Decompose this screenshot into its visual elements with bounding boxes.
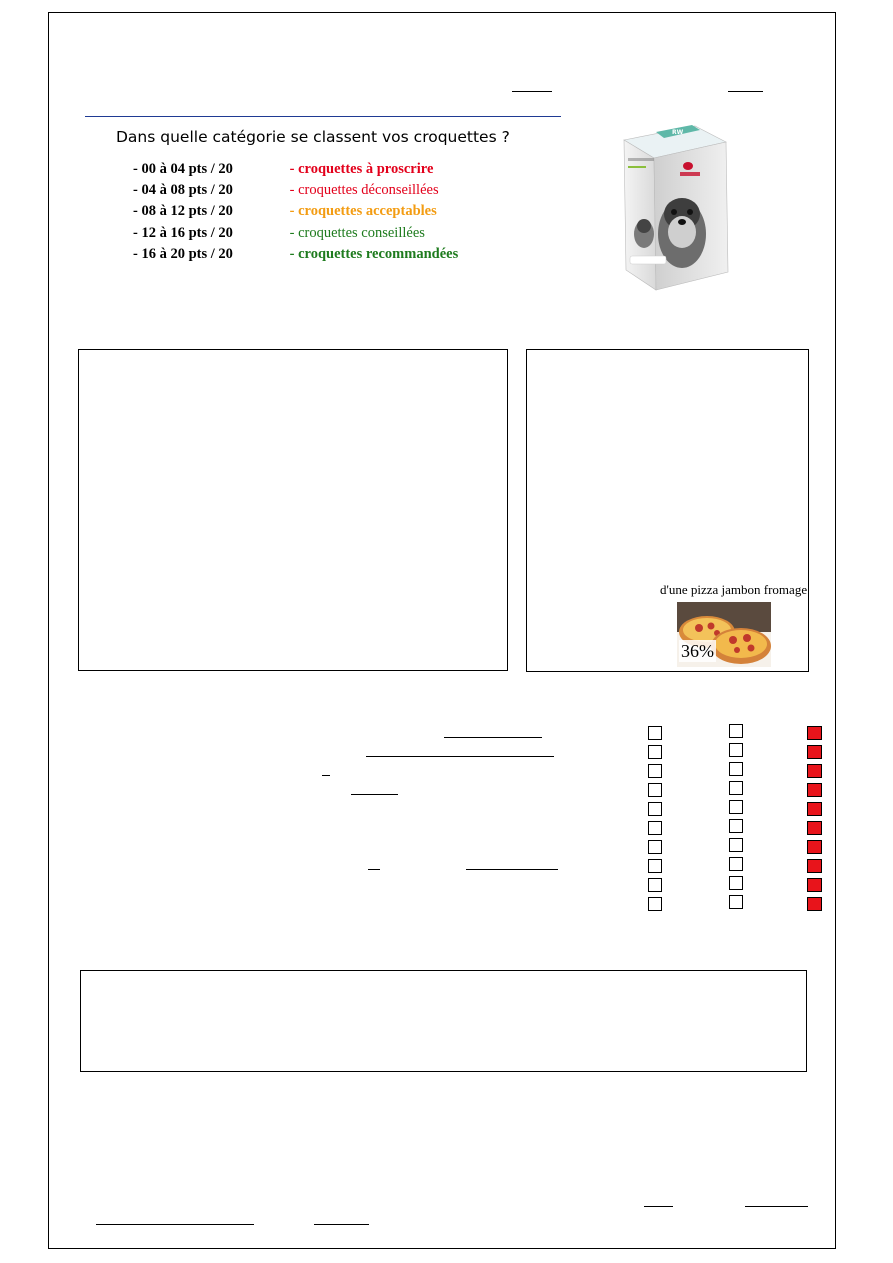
svg-text:RW: RW (672, 129, 684, 136)
category-range: - 04 à 08 pts / 20 (133, 182, 233, 199)
checkbox[interactable] (648, 821, 662, 835)
checkbox[interactable] (729, 895, 743, 909)
checkbox[interactable] (729, 876, 743, 890)
pizza-caption: d'une pizza jambon fromage (660, 582, 808, 597)
checkbox-checked[interactable] (807, 745, 822, 759)
checkbox-checked[interactable] (807, 840, 822, 854)
header-underline-1 (512, 91, 552, 92)
bottom-text-panel (80, 970, 807, 1072)
checkbox[interactable] (729, 800, 743, 814)
category-range: - 16 à 20 pts / 20 (133, 245, 233, 262)
category-question: Dans quelle catégorie se classent vos croquettes ? (116, 128, 510, 146)
checkbox[interactable] (648, 726, 662, 740)
checkbox-checked[interactable] (807, 726, 822, 740)
checkbox-checked[interactable] (807, 764, 822, 778)
footer-underline (314, 1224, 369, 1225)
category-range: - 12 à 16 pts / 20 (133, 224, 233, 241)
answer-underline (368, 869, 380, 870)
checkbox-checked[interactable] (807, 878, 822, 892)
pizza-percent: 36% (681, 641, 714, 661)
category-label: - croquettes conseillées (289, 224, 425, 241)
checkbox[interactable] (729, 781, 743, 795)
checkbox[interactable] (648, 764, 662, 778)
checkbox[interactable] (648, 802, 662, 816)
category-row (133, 203, 458, 224)
category-label: - croquettes recommandées (289, 245, 459, 262)
checkbox-checked[interactable] (807, 859, 822, 873)
checkbox-checked[interactable] (807, 897, 822, 911)
category-list (133, 161, 458, 267)
left-text-panel (78, 349, 508, 671)
checkbox-checked[interactable] (807, 802, 822, 816)
category-label: - croquettes acceptables (289, 203, 437, 220)
footer-underline (644, 1206, 673, 1207)
checkbox[interactable] (648, 840, 662, 854)
footer-underline (745, 1206, 808, 1207)
category-row (133, 161, 458, 182)
footer-underline (96, 1224, 254, 1225)
checkbox-checked[interactable] (807, 783, 822, 797)
checkbox[interactable] (729, 857, 743, 871)
category-row (133, 182, 458, 203)
checkbox[interactable] (729, 724, 743, 738)
checkbox[interactable] (648, 897, 662, 911)
answer-underline (466, 869, 558, 870)
checkbox[interactable] (729, 762, 743, 776)
category-range: - 00 à 04 pts / 20 (133, 161, 233, 177)
checkbox[interactable] (648, 745, 662, 759)
answer-underline (444, 737, 542, 738)
checkbox[interactable] (729, 819, 743, 833)
header-underline-2 (728, 91, 763, 92)
checkbox[interactable] (729, 743, 743, 757)
category-label: - croquettes déconseillées (289, 182, 439, 199)
answer-underline (366, 756, 554, 757)
category-row (133, 225, 458, 246)
checkbox[interactable] (648, 878, 662, 892)
category-range: - 08 à 12 pts / 20 (133, 203, 233, 220)
category-row (133, 246, 458, 267)
checkbox[interactable] (648, 783, 662, 797)
checkbox[interactable] (648, 859, 662, 873)
category-label: - croquettes à proscrire (289, 161, 434, 177)
checkbox[interactable] (729, 838, 743, 852)
header-rule (85, 116, 561, 117)
checkbox-checked[interactable] (807, 821, 822, 835)
answer-underline (351, 794, 398, 795)
answer-underline (322, 775, 330, 776)
royal-canin-box-icon (600, 122, 746, 292)
